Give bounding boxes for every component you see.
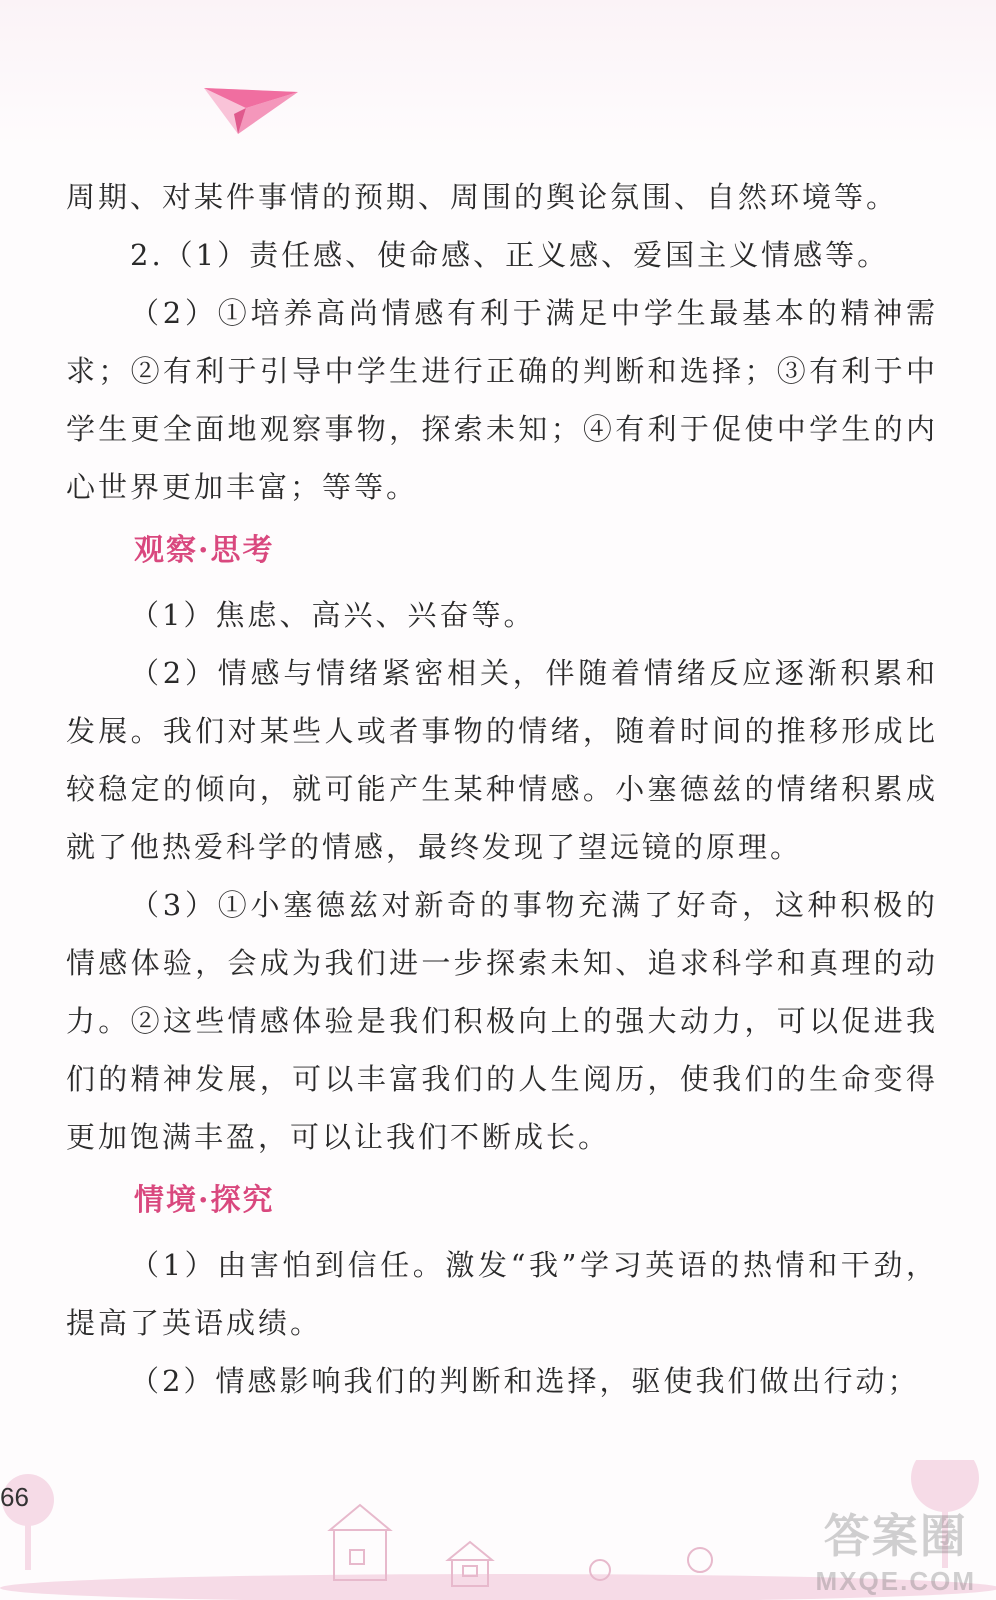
answer-content: [66, 168, 938, 1410]
paragraph-8: （2）情感影响我们的判断和选择，驱使我们做出行动；: [130, 1364, 920, 1398]
paper-plane-icon: [200, 78, 300, 138]
paragraph-6: （3）①小塞德兹对新奇的事物充满了好奇，这种积极的情感体验，会成为我们进一步探索未知、追求科学和真理的动力。②这些情感体验是我们积极向上的强大动力，可以促进我们的精神发展，可以丰富我们的人生阅历，使我们的生命变得更加饱满丰盈，可以让我们不断成长。: [66, 888, 938, 1154]
section-heading-situation-explore: 情境·探究: [134, 1183, 275, 1218]
watermark-cn: 答案圈: [823, 1510, 968, 1562]
header-background: [0, 0, 996, 150]
paragraph-2: 2.（1）责任感、使命感、正义感、爱国主义情感等。: [130, 238, 890, 272]
paragraph-7: （1）由害怕到信任。激发“我”学习英语的热情和干劲，提高了英语成绩。: [66, 1248, 938, 1340]
watermark-en: MXQE.COM: [815, 1566, 976, 1596]
site-watermark: [816, 1500, 976, 1597]
paragraph-5: （2）情感与情绪紧密相关，伴随着情绪反应逐渐积累和发展。我们对某些人或者事物的情绪，随着时间的推移形成比较稳定的倾向，就可能产生某种情感。小塞德兹的情绪积累成就了他热爱科学的情感，最终发现了望远镜的原理。: [66, 656, 938, 864]
paragraph-3: （2）①培养高尚情感有利于满足中学生最基本的精神需求；②有利于引导中学生进行正确的判断和选择；③有利于中学生更全面地观察事物，探索未知；④有利于促使中学生的内心世界更加丰富；等等。: [66, 296, 938, 504]
paragraph-1: 周期、对某件事情的预期、周围的舆论氛围、自然环境等。: [66, 180, 899, 214]
paragraph-4: （1）焦虑、高兴、兴奋等。: [130, 598, 536, 632]
page-number: 66: [0, 1482, 29, 1512]
section-heading-observe-think: 观察·思考: [134, 533, 275, 568]
